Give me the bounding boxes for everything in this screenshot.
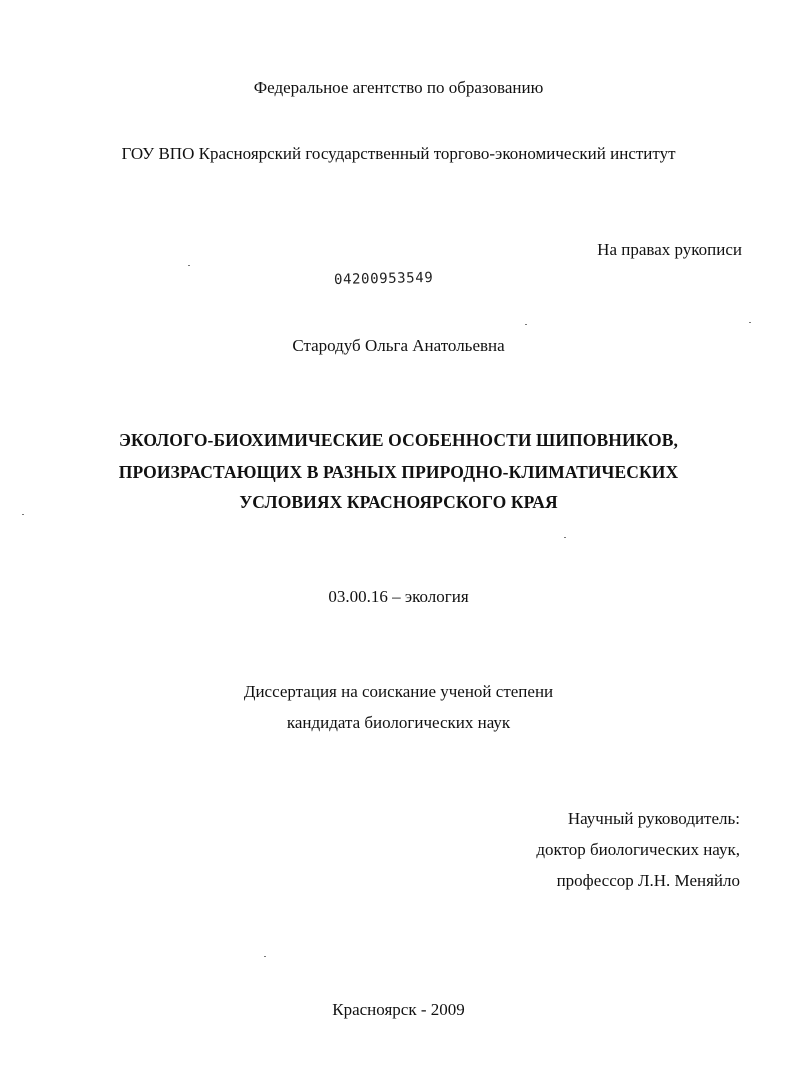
title-line-1: ЭКОЛОГО-БИОХИМИЧЕСКИЕ ОСОБЕННОСТИ ШИПОВНИКОВ,: [119, 430, 678, 450]
degree-line-1: Диссертация на соискание ученой степени: [243, 682, 554, 701]
scan-speck: [22, 514, 24, 515]
supervisor-label: Научный руководитель:: [567, 809, 740, 828]
city-year: Красноярск - 2009: [332, 1000, 465, 1019]
specialty-code: 03.00.16 – экология: [328, 587, 469, 606]
scan-speck: [525, 324, 527, 325]
scan-speck: [564, 537, 566, 538]
degree-line-2: кандидата биологических наук: [286, 713, 511, 732]
title-line-2: ПРОИЗРАСТАЮЩИХ В РАЗНЫХ ПРИРОДНО-КЛИМАТИЧЕСКИХ: [118, 462, 679, 482]
supervisor-name: профессор Л.Н. Меняйло: [556, 871, 740, 890]
supervisor-degree: доктор биологических наук,: [536, 840, 740, 859]
author-name: Стародуб Ольга Анатольевна: [292, 336, 505, 355]
scan-speck: [749, 322, 751, 323]
manuscript-note: На правах рукописи: [597, 240, 742, 259]
scan-speck: [264, 956, 266, 957]
scan-speck: [188, 265, 190, 266]
title-line-3: УСЛОВИЯХ КРАСНОЯРСКОГО КРАЯ: [239, 492, 558, 512]
institution-line: ГОУ ВПО Красноярский государственный торгово-экономический институт: [121, 144, 676, 163]
registration-stamp: 04200953549: [333, 269, 434, 288]
agency-line: Федеральное агентство по образованию: [253, 78, 544, 97]
